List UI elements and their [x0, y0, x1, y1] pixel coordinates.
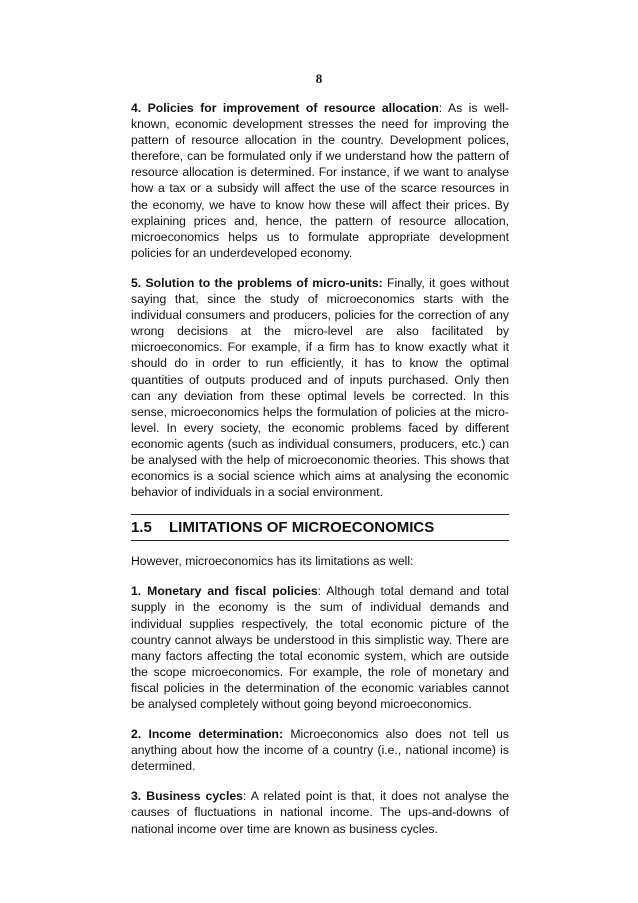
- paragraph-title: 5. Solution to the problems of micro-units:: [131, 275, 383, 290]
- paragraph-text: : Although total demand and total supply in the economy is the sum of individual demands and individual supplies respectively, the total economic picture of the country cannot always be understood in this simplistic way. There are many factors affecting the total economic system, which are outside the scope microeconomics. For example, the role of monetary and fiscal policies in the determination of the economic variables cannot be analysed completely without going beyond microeconomics.: [131, 584, 509, 711]
- paragraph-text: Microeconomics also does not tell us anything about how the income of a country (i.e., national income) is determined.: [131, 727, 509, 774]
- paragraph-resource-allocation: [131, 100, 509, 261]
- page-number: 8: [315, 71, 323, 86]
- document-body: [131, 100, 509, 851]
- paragraph-income-determination: [131, 726, 509, 774]
- section-number: 1.5: [131, 519, 152, 537]
- paragraph-business-cycles: [131, 788, 509, 836]
- paragraph-text: : A related point is that, it does not analyse the causes of fluctuations in national income. The ups-and-downs of national income over time are known as business cycles.: [131, 789, 510, 836]
- section-title: LIMITATIONS OF MICROECONOMICS: [169, 519, 435, 537]
- paragraph-text: : As is well-known, economic development stresses the need for improving the pattern of resource allocation in the country. Development polices, therefore, can be formulated only if we understand how the pattern of resource allocation is determined. For instance, if we want to analyse how a tax or a subsidy will affect the use of the scarce resources in the economy, we have to know how these will affect their prices. By explaining prices and, hence, the pattern of resource allocation, microeconomics helps us to formulate appropriate development policies for an underdeveloped economy.: [131, 101, 509, 260]
- section-intro: However, microeconomics has its limitations as well:: [131, 554, 414, 569]
- section-heading: [131, 514, 509, 541]
- paragraph-title: 3. Business cycles: [131, 789, 243, 804]
- paragraph-title: 4. Policies for improvement of resource allocation: [131, 101, 439, 115]
- paragraph-monetary-fiscal: [131, 583, 509, 712]
- paragraph-micro-units: [131, 275, 509, 500]
- paragraph-text: Finally, it goes without saying that, since the study of microeconomics starts with the individual consumers and producers, policies for the correction of any wrong decisions at the micro-level are also facilitated by microeconomics. For example, if a firm has to know exactly what it should do in order to run efficiently, it has to know the optimal quantities of outputs produced and of inputs purchased. Only then can any deviation from these optimal levels be corrected. In this sense, microeconomics helps the formulation of policies at the micro-level. In every society, the economic problems faced by different economic agents (such as individual consumers, producers, etc.) can be analysed with the help of microeconomic theories. This shows that economics is a social science which aims at analysing the economic behavior of individuals in a social environment.: [131, 275, 509, 500]
- paragraph-title: 2. Income determination:: [131, 727, 284, 742]
- paragraph-title: 1. Monetary and fiscal policies: [131, 584, 318, 599]
